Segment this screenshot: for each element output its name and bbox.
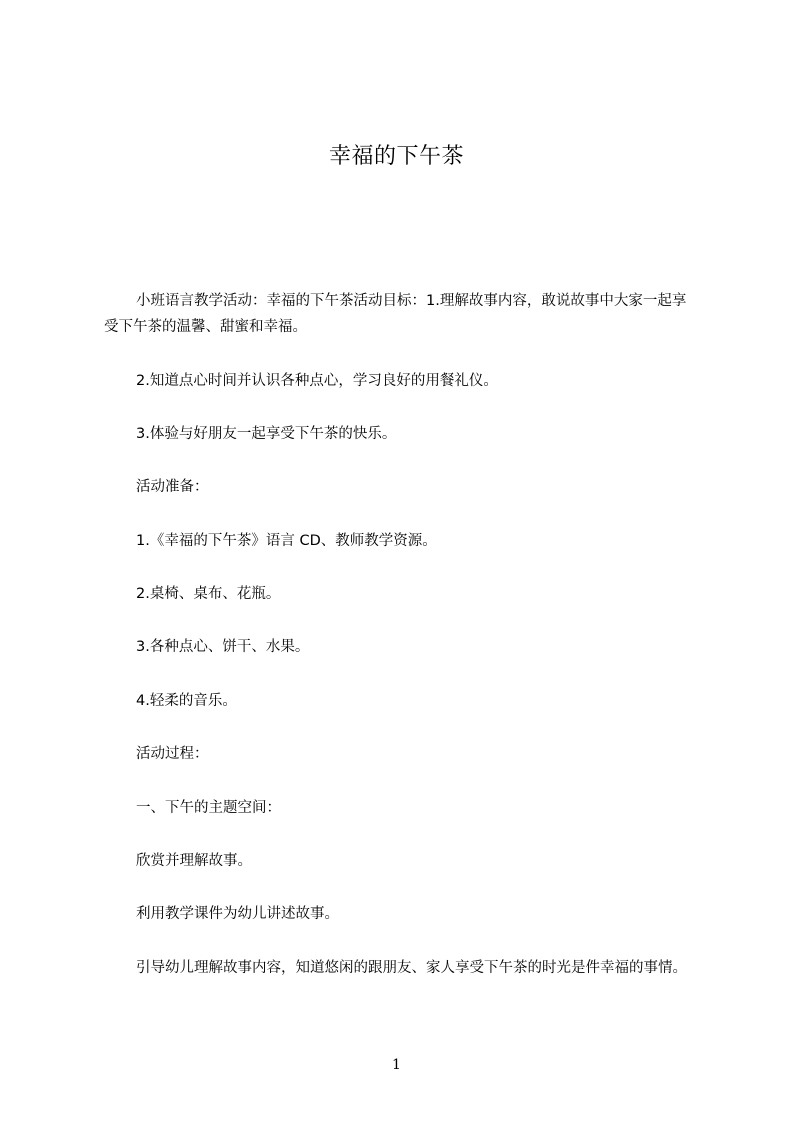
paragraph-8: 4.轻柔的音乐。	[136, 693, 237, 709]
paragraph-6: 2.桌椅、桌布、花瓶。	[136, 586, 281, 602]
paragraph-9: 活动过程：	[136, 746, 209, 762]
paragraph-1: 小班语言教学活动：幸福的下午茶活动目标：1.理解故事内容，敢说故事中大家一起享受下午茶的温馨、甜蜜和幸福。	[104, 293, 687, 335]
page-number: 1	[392, 1057, 401, 1073]
paragraph-7: 3.各种点心、饼干、水果。	[136, 639, 310, 655]
paragraph-4: 活动准备：	[136, 479, 209, 495]
paragraph-13: 引导幼儿理解故事内容，知道悠闲的跟朋友、家人享受下午茶的时光是件幸福的事情。	[136, 960, 687, 976]
paragraph-5: 1.《幸福的下午茶》语言 CD、教师教学资源。	[136, 533, 437, 549]
paragraph-3: 3.体验与好朋友一起享受下午茶的快乐。	[136, 426, 397, 442]
paragraph-11: 欣赏并理解故事。	[136, 853, 252, 869]
paragraph-12: 利用教学课件为幼儿讲述故事。	[136, 906, 339, 922]
paragraph-2: 2.知道点心时间并认识各种点心，学习良好的用餐礼仪。	[136, 373, 498, 389]
paragraph-10: 一、下午的主题空间：	[136, 800, 281, 816]
document-title: 幸福的下午茶	[328, 144, 464, 169]
